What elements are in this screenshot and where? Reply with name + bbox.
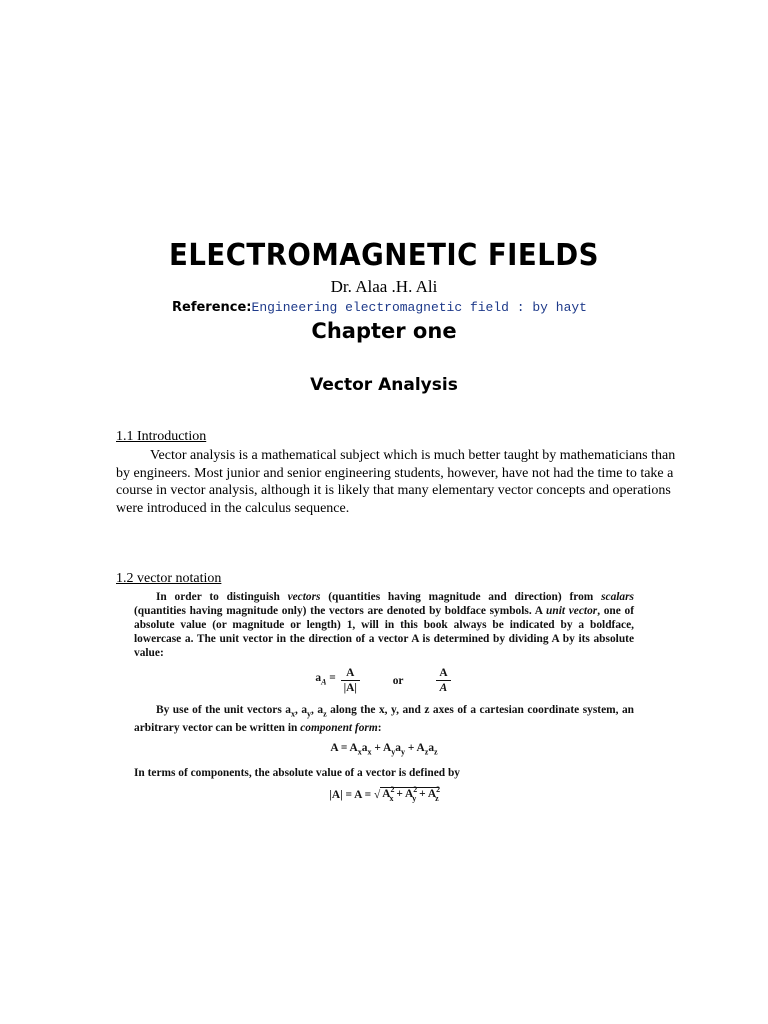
intro-paragraph [116, 447, 676, 517]
component-form-equation: $A = A_xa_x + A_ya_y + A_za_z$ [330, 742, 438, 757]
intro-heading: 1.1 Introduction [116, 429, 207, 444]
reference-line [172, 299, 587, 315]
notation-paragraph-2: By use of the unit vectors $a_x$, $a_y$, $a_z$ along the x, y, and z axes of a cartesian coordinate system, an arbitrary vector can be written in component form: [134, 704, 635, 735]
notation-paragraph-1: In order to distinguish vectors (quantities having magnitude and direction) from scalars (quantities having magnitude only) the vectors are denoted by boldface symbols. A unit vector, one of absolute value (or magnitude or length) 1, will in this book always be indicated by a boldface, lowercase a. The unit vector in the direction of a vector A is determined by dividing A by its absolute value: [134, 591, 634, 659]
intro-text: Vector analysis is a mathematical subject which is much better taught by mathematicians than by engineers. Most junior and senior engineering students, however, have not had the time to take a course in vector analysis, although it is likely that many elementary vector concepts and operations were introduced in the calculus sequence. [116, 448, 676, 516]
author-name: Dr. Alaa .H. Ali [330, 277, 438, 296]
document-title: ELECTROMAGNETIC FIELDS [169, 238, 599, 273]
unit-vector-equation: $a_A$ = $\frac{A}{|A|}$ or $\frac{A}{A}$ [134, 666, 634, 695]
reference-label: Reference: [172, 300, 252, 315]
chapter-title: Chapter one [311, 319, 457, 343]
magnitude-equation: |A| = A = √ $A^2_x + A^2_y + A^2_z$ [329, 785, 441, 803]
notation-paragraph-3: In terms of components, the absolute value of a vector is defined by [134, 766, 460, 779]
scanned-textbook-excerpt [134, 590, 634, 806]
reference-value: Engineering electromagnetic field : by hayt [251, 300, 587, 315]
notation-heading: 1.2 vector notation [116, 571, 222, 586]
section-title: Vector Analysis [310, 375, 458, 395]
